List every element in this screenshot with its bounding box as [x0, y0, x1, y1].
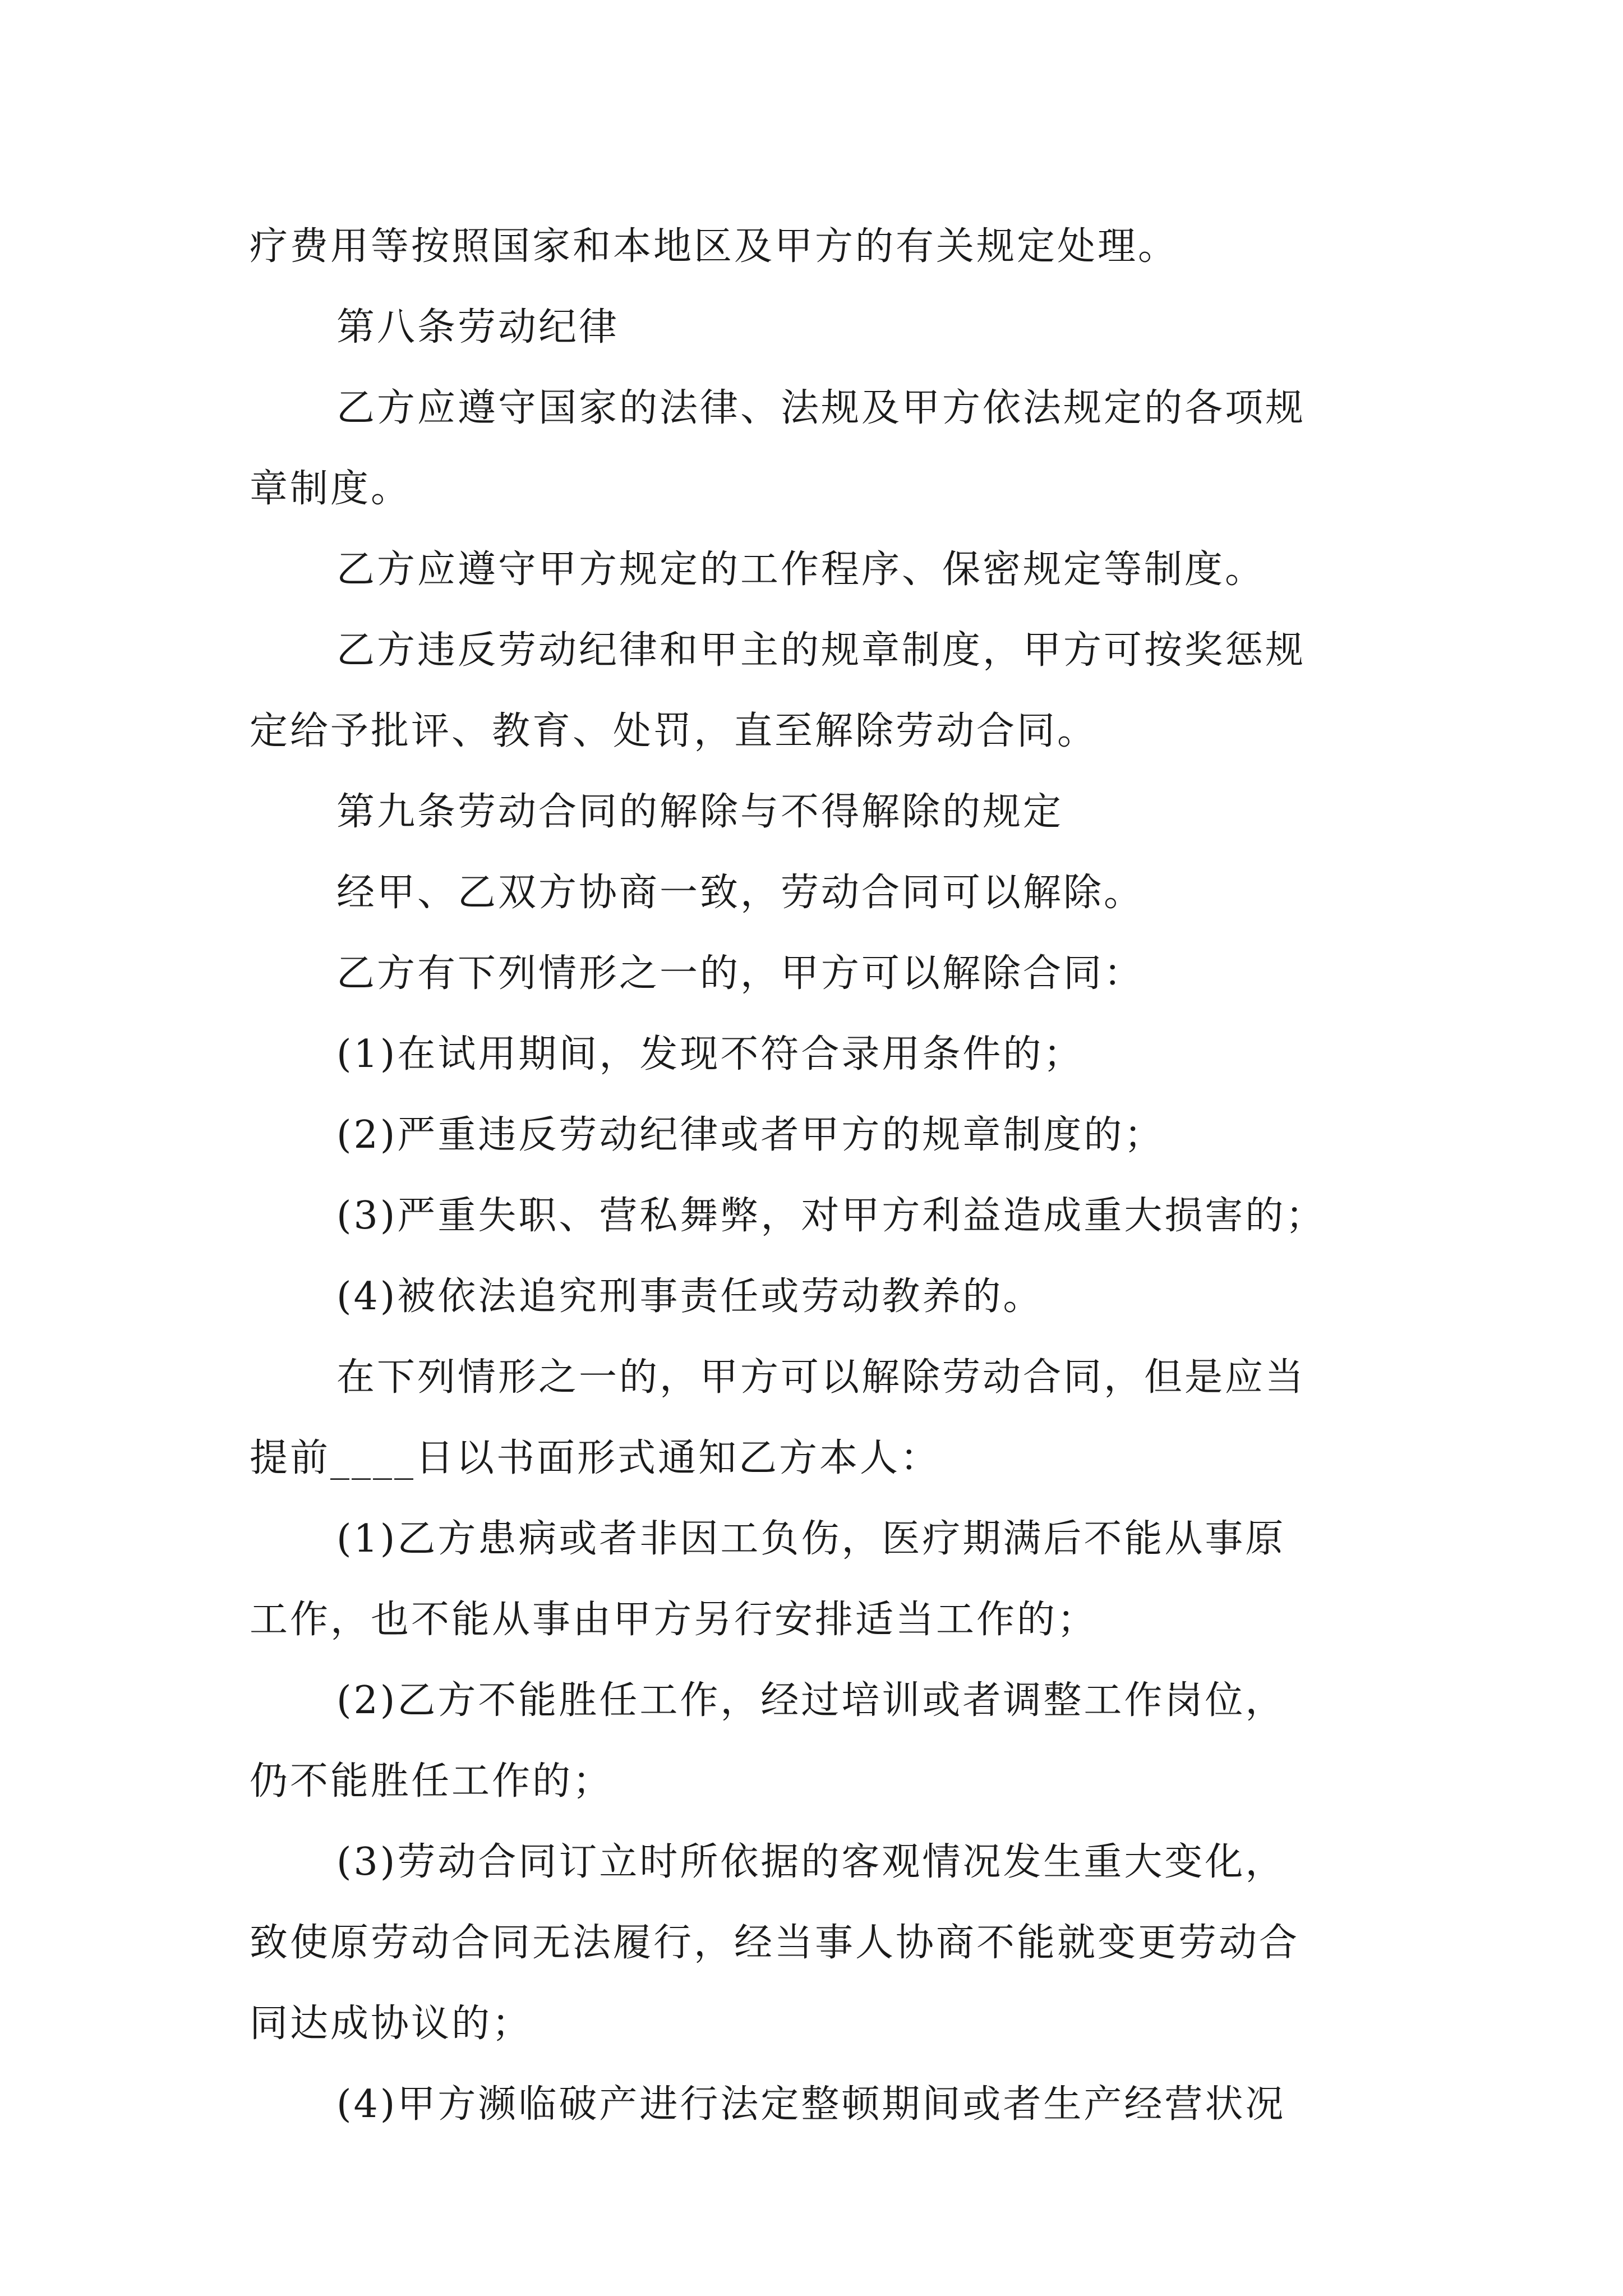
text-line: 致使原劳动合同无法履行，经当事人协商不能就变更劳动合: [250, 1921, 1300, 1965]
list-item: (3)严重失职、营私舞弊，对甲方利益造成重大损害的；: [336, 1194, 1326, 1238]
document-body: [250, 206, 1394, 2145]
list-item: (2)乙方不能胜任工作，经过培训或者调整工作岗位，: [336, 1678, 1286, 1723]
list-item: (1)在试用期间，发现不符合录用条件的；: [336, 1032, 1084, 1076]
article-heading-8: 第八条劳动纪律: [336, 305, 620, 349]
article-heading-9: 第九条劳动合同的解除与不得解除的规定: [336, 790, 1064, 834]
list-item: (2)严重违反劳动纪律或者甲方的规章制度的；: [336, 1113, 1165, 1157]
text-line: 乙方应遵守甲方规定的工作程序、保密规定等制度。: [336, 547, 1266, 592]
list-item: (4)被依法追究刑事责任或劳动教养的。: [336, 1274, 1044, 1319]
text-line: 乙方有下列情形之一的，甲方可以解除合同：: [336, 951, 1145, 996]
list-item: (1)乙方患病或者非因工负伤，医疗期满后不能从事原: [336, 1517, 1286, 1561]
text-line: 提前____日以书面形式通知乙方本人：: [250, 1436, 941, 1480]
list-item: (4)甲方濒临破产进行法定整顿期间或者生产经营状况: [336, 2082, 1286, 2127]
text-line: 乙方应遵守国家的法律、法规及甲方依法规定的各项规: [336, 386, 1306, 430]
text-line: 疗费用等按照国家和本地区及甲方的有关规定处理。: [250, 224, 1179, 269]
text-line: 乙方违反劳动纪律和甲主的规章制度，甲方可按奖惩规: [336, 628, 1306, 673]
list-item: (3)劳动合同订立时所依据的客观情况发生重大变化，: [336, 1840, 1286, 1884]
text-line: 经甲、乙双方协商一致，劳动合同可以解除。: [336, 871, 1145, 915]
text-line: 在下列情形之一的，甲方可以解除劳动合同，但是应当: [336, 1355, 1306, 1400]
text-line: 工作，也不能从事由甲方另行安排适当工作的；: [250, 1598, 1098, 1642]
text-line: 章制度。: [250, 467, 412, 511]
text-line: 定给予批评、教育、处罚，直至解除劳动合同。: [250, 709, 1098, 753]
text-line: 仍不能胜任工作的；: [250, 1759, 614, 1803]
text-line: 同达成协议的；: [250, 2001, 533, 2046]
